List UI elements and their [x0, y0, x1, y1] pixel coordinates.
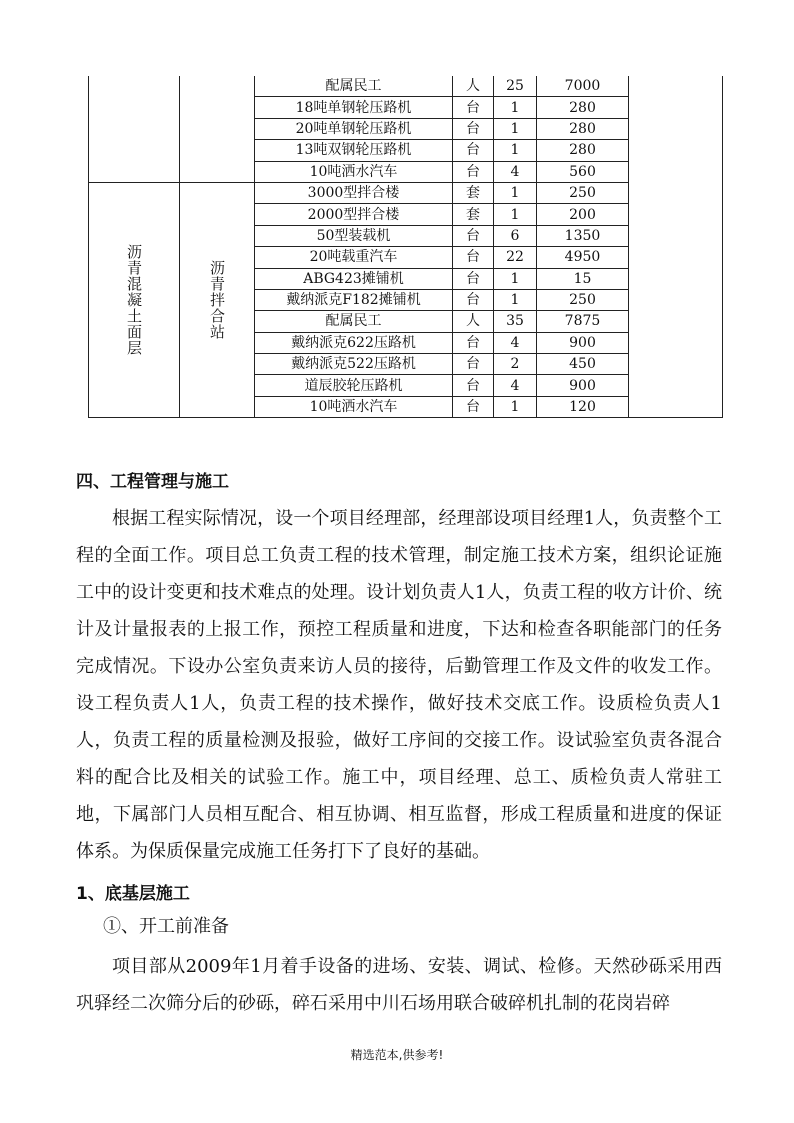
equipment-name-cell: 20吨单钢轮压路机 — [255, 118, 453, 139]
amount-cell: 15 — [537, 268, 629, 289]
amount-cell: 120 — [537, 396, 629, 417]
amount-cell: 4950 — [537, 247, 629, 268]
equipment-name-cell: 18吨单钢轮压路机 — [255, 97, 453, 118]
page-footer: 精选范本,供参考! — [350, 1048, 444, 1062]
quantity-cell: 1 — [494, 289, 537, 310]
quantity-cell: 4 — [494, 161, 537, 182]
table-bottom-border-extension — [628, 417, 723, 418]
quantity-cell: 1 — [494, 396, 537, 417]
equipment-group-2 — [89, 182, 629, 417]
amount-cell: 280 — [537, 140, 629, 161]
quantity-cell: 2 — [494, 354, 537, 375]
unit-cell: 台 — [453, 118, 494, 139]
equipment-name-cell: 道辰胶轮压路机 — [255, 375, 453, 396]
paragraph-text: 根据工程实际情况，设一个项目经理部，经理部设项目经理1人，负责整个工程的全面工作。项目总工负责工程的技术管理，制定施工技术方案，组织论证施工中的设计变更和技术难点的处理。设计划负责人1人，负责工程的收方计价、统计及计量报表的上报工作，预控工程质量和进度，下达和检查各职能部门的任务完成情况。下设办公室负责来访人员的接待，后勤管理工作及文件的收发工作。设工程负责人1人，负责工程的技术操作，做好技术交底工作。设质检负责人1人，负责工程的质量检测及报验，做好工序间的交接工作。设试验室负责各混合料的配合比及相关的试验工作。施工中，项目经理、总工、质检负责人常驻工地，下属部门人员相互配合、相互协调、相互监督，形成工程质量和进度的保证体系。为保质保量完成施工任务打下了良好的基础。 — [76, 508, 722, 862]
unit-cell: 台 — [453, 375, 494, 396]
equipment-name-cell: 50型装载机 — [255, 225, 453, 246]
unit-cell: 台 — [453, 354, 494, 375]
equipment-name-cell: 2000型拌合楼 — [255, 204, 453, 225]
quantity-cell: 1 — [494, 118, 537, 139]
amount-cell: 560 — [537, 161, 629, 182]
unit-cell: 台 — [453, 332, 494, 353]
quantity-cell: 6 — [494, 225, 537, 246]
amount-cell: 7000 — [537, 76, 629, 97]
section-heading-subbase: 1、底基层施工 — [76, 884, 190, 904]
unit-cell: 台 — [453, 97, 494, 118]
amount-cell: 900 — [537, 375, 629, 396]
equipment-name-cell: 3000型拌合楼 — [255, 182, 453, 203]
quantity-cell: 1 — [494, 140, 537, 161]
amount-cell: 450 — [537, 354, 629, 375]
preparation-paragraph — [76, 948, 722, 1022]
equipment-name-cell: 13吨双钢轮压路机 — [255, 140, 453, 161]
equipment-group-1 — [89, 76, 629, 182]
amount-cell: 900 — [537, 332, 629, 353]
layer-cell-empty — [89, 76, 180, 182]
quantity-cell: 1 — [494, 204, 537, 225]
amount-cell: 250 — [537, 289, 629, 310]
unit-cell: 套 — [453, 204, 494, 225]
equipment-name-cell: 戴纳派克522压路机 — [255, 354, 453, 375]
unit-cell: 台 — [453, 247, 494, 268]
amount-cell: 1350 — [537, 225, 629, 246]
table-row — [89, 182, 629, 203]
table-right-border — [722, 76, 723, 418]
unit-cell: 台 — [453, 140, 494, 161]
quantity-cell: 22 — [494, 247, 537, 268]
equipment-name-cell: 戴纳派克F182摊铺机 — [255, 289, 453, 310]
equipment-name-cell: 配属民工 — [255, 76, 453, 97]
unit-cell: 人 — [453, 311, 494, 332]
unit-cell: 台 — [453, 268, 494, 289]
amount-cell: 200 — [537, 204, 629, 225]
quantity-cell: 25 — [494, 76, 537, 97]
unit-cell: 台 — [453, 396, 494, 417]
equipment-name-cell: 戴纳派克622压路机 — [255, 332, 453, 353]
unit-cell: 人 — [453, 76, 494, 97]
unit-cell: 台 — [453, 289, 494, 310]
subheading-preparation — [76, 908, 722, 945]
equipment-name-cell: 10吨洒水汽车 — [255, 161, 453, 182]
unit-cell: 台 — [453, 225, 494, 246]
unit-cell: 套 — [453, 182, 494, 203]
station-name-cell: 沥青拌合站 — [180, 182, 255, 417]
equipment-name-cell: ABG423摊铺机 — [255, 268, 453, 289]
paragraph-text: 项目部从2009年1月着手设备的进场、安装、调试、检修。天然砂砾采用西巩驿经二次筛分后的砂砾，碎石采用中川石场用联合破碎机扎制的花岗岩碎 — [76, 956, 722, 1014]
equipment-name-cell: 10吨洒水汽车 — [255, 396, 453, 417]
quantity-cell: 35 — [494, 311, 537, 332]
equipment-name-cell: 20吨载重汽车 — [255, 247, 453, 268]
equipment-table — [88, 76, 629, 418]
quantity-cell: 4 — [494, 375, 537, 396]
layer-name-cell: 沥青混凝土面层 — [89, 182, 180, 417]
quantity-cell: 1 — [494, 97, 537, 118]
amount-cell: 250 — [537, 182, 629, 203]
section-heading-management: 四、工程管理与施工 — [76, 472, 229, 492]
unit-cell: 台 — [453, 161, 494, 182]
subheading-text: ①、开工前准备 — [103, 916, 229, 937]
station-cell-empty — [180, 76, 255, 182]
management-paragraph — [76, 500, 722, 870]
amount-cell: 280 — [537, 118, 629, 139]
amount-cell: 7875 — [537, 311, 629, 332]
quantity-cell: 1 — [494, 268, 537, 289]
equipment-name-cell: 配属民工 — [255, 311, 453, 332]
quantity-cell: 4 — [494, 332, 537, 353]
amount-cell: 280 — [537, 97, 629, 118]
quantity-cell: 1 — [494, 182, 537, 203]
table-row — [89, 76, 629, 97]
